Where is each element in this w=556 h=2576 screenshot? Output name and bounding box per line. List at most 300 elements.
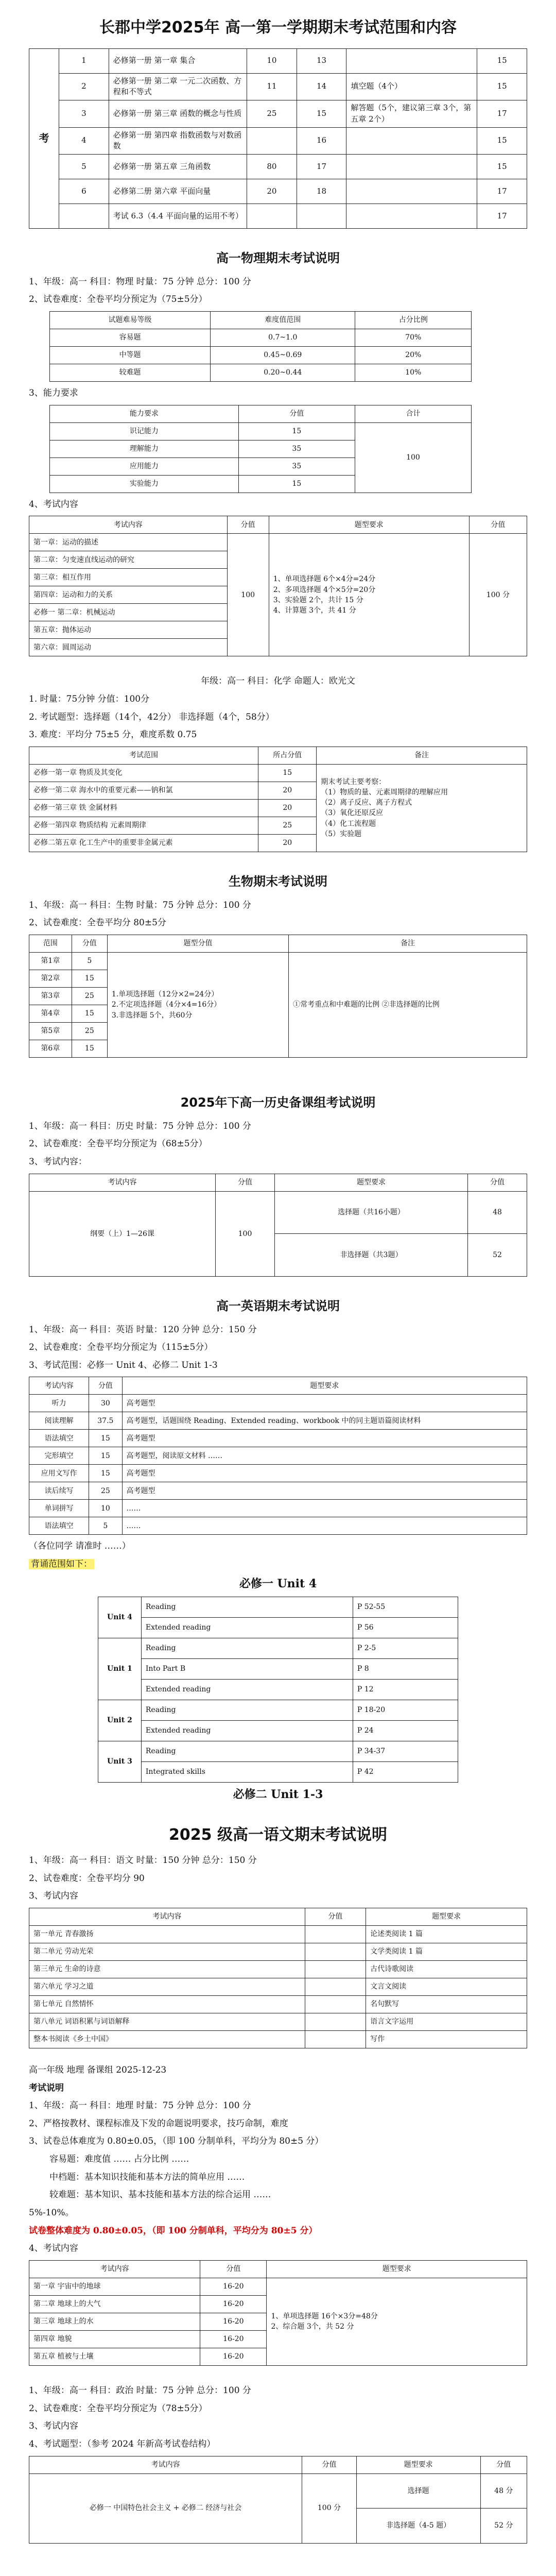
math-number: 3: [59, 100, 109, 128]
table-row: [29, 1430, 527, 1447]
history-table: [29, 1174, 527, 1277]
physics-ability-header-1: 分值: [238, 405, 355, 422]
math-score: [247, 204, 297, 229]
chemistry-scope: 必修二第五章 化工生产中的重要非金属元素: [29, 834, 258, 852]
history-header-3: 分值: [468, 1174, 527, 1191]
document-title: 长郡中学2025年 高一第一学期期末考试范围和内容: [99, 19, 457, 37]
math-chapter: 考试 6.3（4.4 平面向量的运用不考）: [109, 204, 247, 229]
english-unit-section: Reading: [141, 1741, 353, 1761]
biology-note: ①常考重点和中难题的比例 ②非选择题的比例: [289, 953, 527, 1058]
english-header-1: 分值: [89, 1377, 122, 1395]
physics-content-types: [269, 534, 469, 656]
physics-difficulty-cell-2: 10%: [355, 364, 472, 382]
math-right-score: 17: [477, 204, 527, 229]
chemistry-table: [29, 747, 527, 852]
table-row: [29, 204, 527, 229]
politics-line4: 4、考试题型：（参考 2024 年新高考试卷结构）: [29, 2438, 216, 2449]
table-row: [29, 1465, 527, 1482]
math-score: 20: [247, 179, 297, 204]
chemistry-line: 年级：高一 科目：化学 命题人：欧光文: [201, 676, 355, 687]
physics-line2: 2、试卷难度：全卷平均分预定为（75±5分）: [29, 294, 207, 305]
chinese-unit: 第二单元 劳动光荣: [29, 1943, 305, 1960]
math-right-type: [346, 155, 477, 179]
english-content: 阅读理解: [29, 1412, 89, 1430]
physics-difficulty-cell-0: 容易题: [50, 329, 211, 347]
english-heading: 高一英语期末考试说明: [216, 1298, 340, 1313]
biology-score: 25: [72, 988, 107, 1005]
table-row: [29, 73, 527, 100]
table-row: [29, 1943, 527, 1960]
english-unit-section: Integrated skills: [141, 1761, 353, 1782]
geography-chapter: 第三章 地球上的水: [29, 2313, 200, 2330]
english-type: 高考题型，话题围绕 Reading、Extended reading、workbook 中的同主题语篇阅读材料: [122, 1412, 527, 1430]
chinese-unit: 第三单元 生命的诗意: [29, 1960, 305, 1978]
politics-score: 100 分: [302, 2473, 356, 2543]
table-row: [29, 1482, 527, 1500]
politics-header-1: 分值: [302, 2456, 356, 2473]
english-units-title1: 必修一 Unit 4: [239, 1577, 317, 1590]
english-unit-section: Extended reading: [141, 1720, 353, 1741]
chinese-type: 文言文阅读: [366, 1978, 527, 1995]
chinese-type: 古代诗歌阅读: [366, 1960, 527, 1978]
chinese-unit: 第一单元 青春激扬: [29, 1925, 305, 1943]
table-row: [50, 422, 472, 440]
physics-ability-cell-1: 15: [238, 475, 355, 493]
math-chapter: 必修第一册 第四章 指数函数与对数函数: [109, 127, 247, 155]
math-right-score: 15: [477, 73, 527, 100]
table-row: [29, 1191, 527, 1234]
geography-type-item: 1、单项选择题 16个×3分=48分: [271, 2312, 378, 2321]
history-score: 100: [216, 1191, 275, 1276]
biology-score: 25: [72, 1023, 107, 1040]
biology-heading: 生物期末考试说明: [229, 874, 327, 889]
physics-ability-cell-1: 15: [238, 422, 355, 440]
math-chapter: 必修第一册 第二章 一元二次函数、方程和不等式: [109, 73, 247, 100]
math-right-score: 15: [477, 127, 527, 155]
physics-ability-header-2: 合计: [355, 405, 471, 422]
math-score: 10: [247, 48, 297, 73]
chemistry-scope: 必修一第一章 物质及其变化: [29, 764, 258, 782]
biology-chapter: 第5章: [29, 1023, 72, 1040]
biology-header-2: 题型分值: [107, 935, 288, 953]
chinese-score: [305, 1925, 366, 1943]
biology-line1: 1、年级：高一 科目：生物 时量：75 分钟 总分：100 分: [29, 900, 251, 910]
table-row: [29, 2030, 527, 2048]
biology-chapter: 第2章: [29, 970, 72, 988]
physics-ability-cell-0: 理解能力: [50, 440, 239, 457]
english-type: 高考题型: [122, 1395, 527, 1412]
history-header-1: 分值: [216, 1174, 275, 1191]
math-right-number: 15: [297, 100, 346, 128]
politics-type: 非选择题（4-5 题）: [356, 2509, 480, 2544]
biology-header-1: 分值: [72, 935, 107, 953]
table-row: [29, 1517, 527, 1535]
english-unit-name: Unit 3: [98, 1741, 142, 1782]
table-row: [50, 364, 472, 382]
table-row: [98, 1761, 458, 1782]
english-score: 15: [89, 1465, 122, 1482]
chinese-line2: 2、试卷难度：全卷平均分 90: [29, 1873, 145, 1884]
english-content: 语法填空: [29, 1517, 89, 1535]
chinese-header-1: 分值: [305, 1908, 366, 1925]
biology-type-item: 3.非选择题 5个，共60分: [111, 1011, 193, 1020]
geography-score: 16-20: [200, 2295, 267, 2313]
chinese-type: 写作: [366, 2030, 527, 2048]
english-score: 25: [89, 1482, 122, 1500]
biology-line2: 2、试卷难度：全卷平均分 80±5分: [29, 918, 166, 928]
biology-score: 15: [72, 970, 107, 988]
geography-line4: 4、考试内容: [29, 2243, 78, 2254]
chinese-line3: 3、考试内容: [29, 1891, 78, 1902]
chinese-table: [29, 1908, 527, 2048]
geography-table: [29, 2260, 527, 2366]
chinese-heading: 2025 级高一语文期末考试说明: [169, 1825, 387, 1844]
physics-content-header-2: 题型要求: [269, 516, 469, 534]
physics-type-item: 3、实验题 2个，共计 15 分: [273, 596, 363, 604]
english-score: 15: [89, 1447, 122, 1465]
physics-content-table: [29, 516, 527, 656]
geography-header-2: 题型要求: [267, 2260, 527, 2278]
geography-types: [267, 2278, 527, 2365]
chinese-score: [305, 2030, 366, 2048]
politics-line2: 2、试卷难度：全卷平均分预定为（78±5分）: [29, 2403, 207, 2414]
english-units-title2: 必修二 Unit 1-3: [233, 1787, 323, 1801]
geography-line2: 2、严格按教材、课程标准及下发的命题说明要求，技巧命制，难度: [29, 2118, 288, 2129]
english-unit-name: Unit 1: [98, 1638, 142, 1700]
english-unit-section: Extended reading: [141, 1617, 353, 1638]
math-right-type: [346, 127, 477, 155]
english-units-table: [98, 1597, 458, 1783]
math-score: [247, 127, 297, 155]
math-chapter: 必修第一册 第三章 函数的概念与性质: [109, 100, 247, 128]
geography-level: 较难题：基本知识、基本技能和基本方法的综合运用 ……: [49, 2190, 271, 2200]
chinese-unit: 第八单元 词语积累与词语解释: [29, 2013, 305, 2030]
table-row: [29, 764, 527, 782]
english-note: （各位同学 请准时 ……）: [29, 1541, 131, 1552]
table-row: [98, 1700, 458, 1720]
chinese-header-0: 考试内容: [29, 1908, 305, 1925]
geography-type-item: 2、综合题 3个，共 52 分: [271, 2323, 354, 2331]
math-number: [59, 204, 109, 229]
politics-header-3: 分值: [480, 2456, 527, 2473]
physics-ability-cell-1: 35: [238, 457, 355, 475]
physics-line1: 1、年级：高一 科目：物理 时量：75 分钟 总分：100 分: [29, 276, 251, 287]
table-row: [29, 127, 527, 155]
math-right-score: 15: [477, 155, 527, 179]
chemistry-notes: [317, 764, 527, 852]
english-type: 高考题型: [122, 1482, 527, 1500]
math-right-type: [346, 204, 477, 229]
math-right-number: [297, 204, 346, 229]
english-header-0: 考试内容: [29, 1377, 89, 1395]
physics-content-chapter: 必修一 第二章：机械运动: [29, 604, 228, 621]
physics-ability-header-0: 能力要求: [50, 405, 239, 422]
physics-content-total: 100 分: [469, 534, 527, 656]
physics-ability-cell-0: 应用能力: [50, 457, 239, 475]
english-highlight: 背诵范围如下：: [29, 1559, 94, 1569]
math-side-label: 考: [29, 48, 59, 229]
geography-score: 16-20: [200, 2330, 267, 2348]
physics-ability-cell-0: 识记能力: [50, 422, 239, 440]
chemistry-scope: 必修一第三章 铁 金属材料: [29, 799, 258, 817]
english-unit-name: Unit 2: [98, 1700, 142, 1741]
chemistry-line3: 3. 难度：平均分 75±5 分，难度系数 0.75: [29, 730, 197, 740]
english-content: 应用文写作: [29, 1465, 89, 1482]
chinese-type: 名句默写: [366, 1995, 527, 2013]
table-row: [29, 2278, 527, 2295]
chinese-score: [305, 1960, 366, 1978]
math-right-type: [346, 48, 477, 73]
table-row: [98, 1720, 458, 1741]
math-right-type: [346, 179, 477, 204]
english-type: ……: [122, 1517, 527, 1535]
physics-ability-total: 100: [355, 422, 471, 493]
table-row: [50, 329, 472, 347]
math-score: 11: [247, 73, 297, 100]
english-unit-name: Unit 4: [98, 1597, 142, 1638]
history-type: 选择题（共16小题）: [274, 1191, 467, 1234]
chemistry-note-item: （1）物质的量、元素周期律的理解应用: [321, 788, 448, 796]
geography-line1: 1、年级：高一 科目：地理 时量：75 分钟 总分：100 分: [29, 2100, 251, 2111]
english-unit-section: Extended reading: [141, 1679, 353, 1700]
physics-content-chapter: 第二章：匀变速直线运动的研究: [29, 551, 228, 569]
table-row: [29, 1960, 527, 1978]
table-row: [29, 2473, 527, 2509]
chemistry-line2: 2. 考试题型：选择题（14个，42分） 非选择题（4个，58分）: [29, 711, 274, 722]
geography-level: 中档题：基本知识技能和基本方法的简单应用 ……: [49, 2172, 245, 2182]
physics-heading: 高一物理期末考试说明: [216, 251, 340, 265]
biology-type-item: 2.不定项选择题（4分×4=16分）: [111, 1001, 221, 1009]
table-row: [98, 1741, 458, 1761]
physics-difficulty-cell-1: 0.45~0.69: [211, 347, 355, 364]
english-unit-pages: P 42: [353, 1761, 458, 1782]
english-content: 听力: [29, 1395, 89, 1412]
math-right-number: 16: [297, 127, 346, 155]
math-right-number: 18: [297, 179, 346, 204]
english-unit-section: Reading: [141, 1597, 353, 1617]
english-score: 30: [89, 1395, 122, 1412]
chemistry-note-item: （2）离子反应、离子方程式: [321, 799, 412, 807]
history-header-2: 题型要求: [274, 1174, 467, 1191]
biology-score: 15: [72, 1005, 107, 1023]
math-right-number: 17: [297, 155, 346, 179]
english-content: 单词拼写: [29, 1500, 89, 1517]
history-header-0: 考试内容: [29, 1174, 216, 1191]
physics-difficulty-cell-0: 中等题: [50, 347, 211, 364]
geography-level: 容易题：难度值 …… 占分比例 ……: [49, 2154, 189, 2165]
biology-header-0: 范围: [29, 935, 72, 953]
politics-type: 选择题: [356, 2473, 480, 2509]
physics-content-chapter: 第三章：相互作用: [29, 569, 228, 586]
history-line1: 1、年级：高一 科目：历史 时量：75 分钟 总分：100 分: [29, 1121, 251, 1131]
physics-type-item: 1、单项选择题 6个×4分=24分: [273, 575, 376, 584]
english-line1: 1、年级：高一 科目：英语 时量：120 分钟 总分：150 分: [29, 1324, 257, 1335]
physics-type-item: 4、计算题 3个，共 41 分: [273, 606, 356, 615]
english-type: 高考题型，阅读原文材料 ……: [122, 1447, 527, 1465]
math-chapter: 必修第二册 第六章 平面向量: [109, 179, 247, 204]
english-header-2: 题型要求: [122, 1377, 527, 1395]
english-type: ……: [122, 1500, 527, 1517]
chemistry-score: 15: [258, 764, 317, 782]
english-table: [29, 1377, 527, 1535]
chinese-unit: 整本书阅读《乡土中国》: [29, 2030, 305, 2048]
table-row: [29, 1978, 527, 1995]
chinese-score: [305, 1995, 366, 2013]
physics-content-chapter: 第一章：运动的描述: [29, 534, 228, 551]
geography-header-0: 考试内容: [29, 2260, 200, 2278]
chemistry-note-item: （5）实验题: [321, 830, 362, 839]
english-score: 10: [89, 1500, 122, 1517]
chinese-type: 文学类阅读 1 篇: [366, 1943, 527, 1960]
physics-ability-cell-0: 实验能力: [50, 475, 239, 493]
table-row: [50, 347, 472, 364]
politics-content: 必修一 中国特色社会主义 + 必修二 经济与社会: [29, 2473, 302, 2543]
english-unit-pages: P 52-55: [353, 1597, 458, 1617]
table-row: [98, 1658, 458, 1679]
english-unit-pages: P 12: [353, 1679, 458, 1700]
physics-ability-cell-1: 35: [238, 440, 355, 457]
chinese-unit: 第七单元 自然情怀: [29, 1995, 305, 2013]
math-score: 80: [247, 155, 297, 179]
physics-content-chapter: 第六章：圆周运动: [29, 639, 228, 656]
table-row: [98, 1679, 458, 1700]
physics-ability-table: [49, 405, 472, 493]
physics-content-header-3: 分值: [469, 516, 527, 534]
geography-chapter: 第二章 地球上的大气: [29, 2295, 200, 2313]
table-row: [29, 534, 527, 551]
english-content: 完形填空: [29, 1447, 89, 1465]
english-line3: 3、考试范围：必修一 Unit 4、必修二 Unit 1-3: [29, 1360, 218, 1370]
math-scope-table: [29, 48, 527, 229]
physics-content-header-0: 考试内容: [29, 516, 228, 534]
physics-difficulty-cell-2: 20%: [355, 347, 472, 364]
physics-type-item: 2、多项选择题 4个×5分=20分: [273, 585, 376, 594]
chemistry-score: 20: [258, 782, 317, 799]
table-row: [98, 1638, 458, 1658]
biology-chapter: 第3章: [29, 988, 72, 1005]
chinese-header-2: 题型要求: [366, 1908, 527, 1925]
english-unit-pages: P 56: [353, 1617, 458, 1638]
chinese-score: [305, 1978, 366, 1995]
history-type-score: 48: [468, 1191, 527, 1234]
table-row: [29, 155, 527, 179]
biology-chapter: 第1章: [29, 953, 72, 970]
table-row: [29, 179, 527, 204]
physics-content-chapter: 第五章：抛体运动: [29, 621, 228, 639]
physics-difficulty-header-1: 难度值范围: [211, 312, 355, 329]
math-right-number: 14: [297, 73, 346, 100]
chinese-unit: 第六单元 学习之道: [29, 1978, 305, 1995]
physics-difficulty-cell-0: 较难题: [50, 364, 211, 382]
biology-types: [107, 953, 288, 1058]
table-row: [98, 1617, 458, 1638]
math-chapter: 必修第一册 第一章 集合: [109, 48, 247, 73]
geography-level-note: 5%-10%。: [29, 2208, 74, 2218]
politics-header-0: 考试内容: [29, 2456, 302, 2473]
table-row: [29, 1925, 527, 1943]
chinese-line1: 1、年级：高一 科目：语文 时量：150 分钟 总分：150 分: [29, 1855, 257, 1866]
biology-chapter: 第6章: [29, 1040, 72, 1058]
math-right-score: 17: [477, 100, 527, 128]
geography-score: 16-20: [200, 2348, 267, 2365]
chemistry-score: 20: [258, 834, 317, 852]
english-line2: 2、试卷难度：全卷平均分预定为（115±5分）: [29, 1342, 213, 1353]
chemistry-header-1: 所占分值: [258, 747, 317, 764]
english-content: 读后续写: [29, 1482, 89, 1500]
politics-type-score: 52 分: [480, 2509, 527, 2544]
chinese-type: 论述类阅读 1 篇: [366, 1925, 527, 1943]
physics-difficulty-header-0: 试题难易等级: [50, 312, 211, 329]
geography-red-line: 试卷整体难度为 0.80±0.05，（即 100 分制单科，平均分为 80±5 分）: [29, 2225, 318, 2236]
physics-content-chapter: 第四章：运动和力的关系: [29, 586, 228, 604]
table-row: [29, 1412, 527, 1430]
math-right-number: 13: [297, 48, 346, 73]
table-row: [29, 48, 527, 73]
math-number: 1: [59, 48, 109, 73]
english-score: 15: [89, 1430, 122, 1447]
physics-content-header-1: 分值: [227, 516, 269, 534]
chemistry-note-item: （4）化工流程题: [321, 819, 376, 828]
geography-score: 16-20: [200, 2313, 267, 2330]
geography-heading: 考试说明: [29, 2082, 64, 2093]
math-right-score: 15: [477, 48, 527, 73]
physics-difficulty-cell-1: 0.20~0.44: [211, 364, 355, 382]
english-content: 语法填空: [29, 1430, 89, 1447]
english-unit-section: Into Part B: [141, 1658, 353, 1679]
physics-difficulty-cell-1: 0.7~1.0: [211, 329, 355, 347]
politics-line1: 1、年级：高一 科目：政治 时量：75 分钟 总分：100 分: [29, 2385, 251, 2396]
chemistry-score: 20: [258, 799, 317, 817]
geography-line0: 高一年级 地理 备课组 2025-12-23: [29, 2064, 167, 2075]
history-type: 非选择题（共3题）: [274, 1234, 467, 1277]
biology-header-3: 备注: [289, 935, 527, 953]
biology-chapter: 第4章: [29, 1005, 72, 1023]
geography-header-1: 分值: [200, 2260, 267, 2278]
history-line3: 3、考试内容：: [29, 1157, 87, 1167]
english-unit-pages: P 24: [353, 1720, 458, 1741]
table-row: [29, 1500, 527, 1517]
politics-line3: 3、考试内容: [29, 2421, 78, 2432]
math-number: 5: [59, 155, 109, 179]
table-row: [29, 100, 527, 128]
history-scope: 纲要（上）1—26课: [29, 1191, 216, 1276]
physics-line3: 3、能力要求: [29, 388, 78, 399]
chemistry-scope: 必修一第二章 海水中的重要元素——钠和氯: [29, 782, 258, 799]
chemistry-score: 25: [258, 817, 317, 834]
english-score: 5: [89, 1517, 122, 1535]
physics-difficulty-cell-2: 70%: [355, 329, 472, 347]
math-number: 6: [59, 179, 109, 204]
politics-table: [29, 2456, 527, 2544]
table-row: [29, 2013, 527, 2030]
chinese-score: [305, 1943, 366, 1960]
biology-score: 5: [72, 953, 107, 970]
chinese-type: 语言文字运用: [366, 2013, 527, 2030]
math-number: 2: [59, 73, 109, 100]
chinese-score: [305, 2013, 366, 2030]
math-right-type: 填空题（4个）: [346, 73, 477, 100]
geography-chapter: 第五章 植被与土壤: [29, 2348, 200, 2365]
chemistry-note-item: （3）氧化还原反应: [321, 809, 384, 818]
biology-type-item: 1.单项选择题（12分×2=24分）: [111, 990, 219, 999]
math-number: 4: [59, 127, 109, 155]
english-unit-pages: P 18-20: [353, 1700, 458, 1720]
history-type-score: 52: [468, 1234, 527, 1277]
math-right-score: 17: [477, 179, 527, 204]
english-unit-pages: P 34-37: [353, 1741, 458, 1761]
politics-header-2: 题型要求: [356, 2456, 480, 2473]
history-heading: 2025年下高一历史备课组考试说明: [180, 1095, 376, 1110]
